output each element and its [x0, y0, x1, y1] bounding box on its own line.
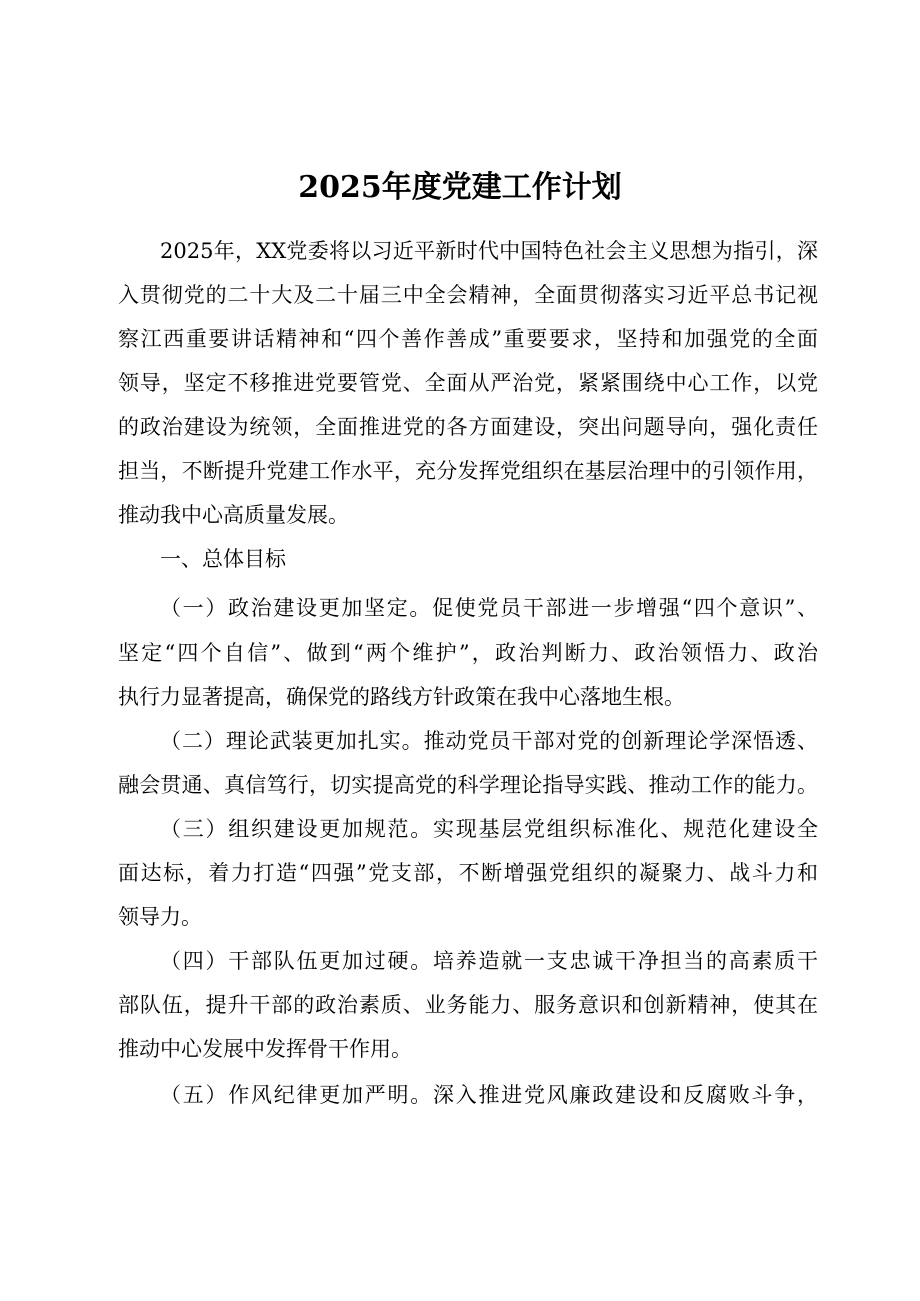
paragraph-line: 2025年，XX党委将以习近平新时代中国特色社会主义思想为指引，深 — [160, 239, 818, 263]
document-title: 2025年度党建工作计划 — [298, 170, 622, 205]
paragraph-line: （三）组织建设更加规范。实现基层党组织标准化、规范化建设全 — [160, 817, 818, 841]
paragraph-line: （一）政治建设更加坚定。促使党员干部进一步增强“四个意识”、 — [160, 596, 818, 620]
paragraph-line: 察江西重要讲话精神和“四个善作善成”重要要求，坚持和加强党的全面 — [118, 327, 818, 351]
paragraph-line: 融会贯通、真信笃行，切实提高党的科学理论指导实践、推动工作的能力。 — [118, 773, 818, 797]
section-heading: 一、总体目标 — [160, 547, 286, 571]
paragraph-line: 面达标，着力打造“四强”党支部，不断增强党组织的凝聚力、战斗力和 — [118, 861, 818, 885]
paragraph-line: 担当，不断提升党建工作水平，充分发挥党组织在基层治理中的引领作用， — [118, 459, 818, 483]
paragraph-line: 领导力。 — [118, 905, 202, 929]
paragraph-line: 推动中心发展中发挥骨干作用。 — [118, 1037, 412, 1061]
paragraph-line: （二）理论武装更加扎实。推动党员干部对党的创新理论学深悟透、 — [160, 729, 818, 753]
paragraph-line: （四）干部队伍更加过硬。培养造就一支忠诚干净担当的高素质干 — [160, 949, 818, 973]
paragraph-line: 执行力显著提高，确保党的路线方针政策在我中心落地生根。 — [118, 685, 685, 709]
paragraph-line: 部队伍，提升干部的政治素质、业务能力、服务意识和创新精神，使其在 — [118, 993, 818, 1017]
paragraph-line: 推动我中心高质量发展。 — [118, 503, 349, 527]
paragraph-line: （五）作风纪律更加严明。深入推进党风廉政建设和反腐败斗争， — [160, 1083, 818, 1107]
paragraph-line: 的政治建设为统领，全面推进党的各方面建设，突出问题导向，强化责任 — [118, 415, 818, 439]
paragraph-line: 领导，坚定不移推进党要管党、全面从严治党，紧紧围绕中心工作，以党 — [118, 371, 818, 395]
paragraph-line: 入贯彻党的二十大及二十届三中全会精神，全面贯彻落实习近平总书记视 — [118, 283, 818, 307]
paragraph-line: 坚定“四个自信”、做到“两个维护”，政治判断力、政治领悟力、政治 — [118, 641, 818, 665]
